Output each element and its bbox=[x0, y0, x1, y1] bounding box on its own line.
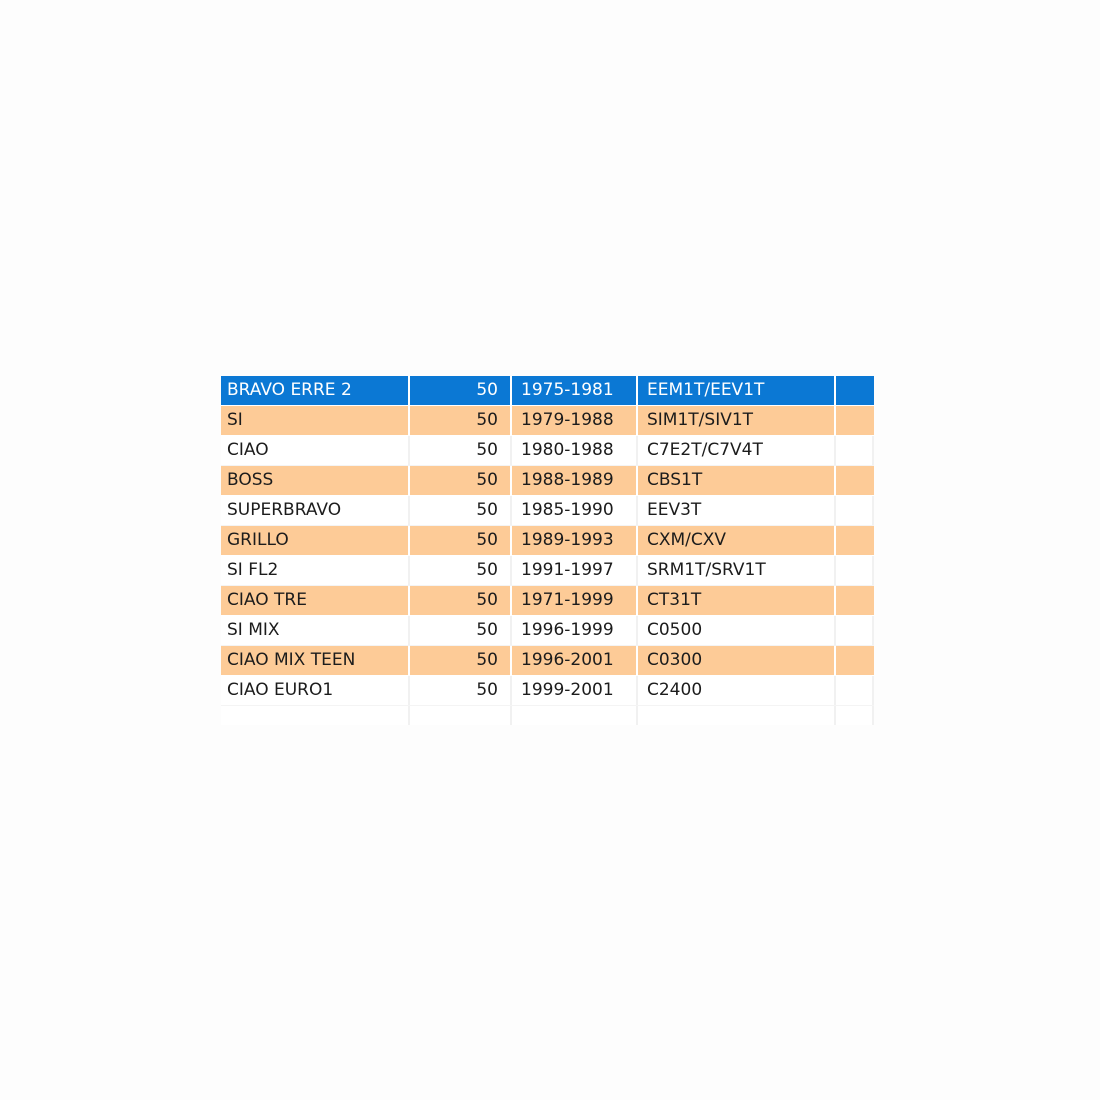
cc-cell[interactable]: 50 bbox=[410, 586, 512, 615]
model-cell[interactable]: SI MIX bbox=[221, 616, 410, 645]
empty-cell bbox=[221, 706, 410, 725]
extra-cell[interactable] bbox=[836, 496, 874, 525]
table-row[interactable] bbox=[221, 496, 874, 526]
extra-cell[interactable] bbox=[836, 586, 874, 615]
years-cell[interactable]: 1996-2001 bbox=[512, 646, 638, 675]
extra-cell[interactable] bbox=[836, 676, 874, 705]
table-row[interactable] bbox=[221, 466, 874, 496]
model-cell[interactable]: SI bbox=[221, 406, 410, 435]
empty-cell bbox=[638, 706, 836, 725]
extra-cell[interactable] bbox=[836, 466, 874, 495]
model-cell[interactable]: CIAO EURO1 bbox=[221, 676, 410, 705]
cc-cell[interactable]: 50 bbox=[410, 556, 512, 585]
cc-cell[interactable]: 50 bbox=[410, 436, 512, 465]
cc-cell[interactable]: 50 bbox=[410, 676, 512, 705]
code-cell[interactable]: CT31T bbox=[638, 586, 836, 615]
model-cell[interactable]: SUPERBRAVO bbox=[221, 496, 410, 525]
code-cell[interactable]: SRM1T/SRV1T bbox=[638, 556, 836, 585]
model-cell[interactable]: GRILLO bbox=[221, 526, 410, 555]
years-cell[interactable]: 1975-1981 bbox=[512, 376, 638, 405]
empty-cell bbox=[512, 706, 638, 725]
table-row[interactable] bbox=[221, 586, 874, 616]
model-cell[interactable]: BOSS bbox=[221, 466, 410, 495]
table-body bbox=[221, 376, 874, 726]
table-row[interactable] bbox=[221, 646, 874, 676]
table-row[interactable] bbox=[221, 676, 874, 706]
years-cell[interactable]: 1999-2001 bbox=[512, 676, 638, 705]
code-cell[interactable]: EEV3T bbox=[638, 496, 836, 525]
code-cell[interactable]: C2400 bbox=[638, 676, 836, 705]
code-cell[interactable]: CBS1T bbox=[638, 466, 836, 495]
empty-cell bbox=[836, 706, 874, 725]
years-cell[interactable]: 1979-1988 bbox=[512, 406, 638, 435]
extra-cell[interactable] bbox=[836, 646, 874, 675]
code-cell[interactable]: C0500 bbox=[638, 616, 836, 645]
model-cell[interactable]: SI FL2 bbox=[221, 556, 410, 585]
model-cell[interactable]: BRAVO ERRE 2 bbox=[221, 376, 410, 405]
code-cell[interactable]: SIM1T/SIV1T bbox=[638, 406, 836, 435]
years-cell[interactable]: 1985-1990 bbox=[512, 496, 638, 525]
table-row[interactable] bbox=[221, 616, 874, 646]
cc-cell[interactable]: 50 bbox=[410, 406, 512, 435]
table-row-empty bbox=[221, 706, 874, 726]
cc-cell[interactable]: 50 bbox=[410, 376, 512, 405]
table-row[interactable] bbox=[221, 526, 874, 556]
model-cell[interactable]: CIAO TRE bbox=[221, 586, 410, 615]
table-row-selected[interactable] bbox=[221, 376, 874, 406]
years-cell[interactable]: 1980-1988 bbox=[512, 436, 638, 465]
extra-cell[interactable] bbox=[836, 556, 874, 585]
cc-cell[interactable]: 50 bbox=[410, 526, 512, 555]
cc-cell[interactable]: 50 bbox=[410, 616, 512, 645]
years-cell[interactable]: 1991-1997 bbox=[512, 556, 638, 585]
cc-cell[interactable]: 50 bbox=[410, 466, 512, 495]
years-cell[interactable]: 1988-1989 bbox=[512, 466, 638, 495]
table-row[interactable] bbox=[221, 556, 874, 586]
extra-cell[interactable] bbox=[836, 526, 874, 555]
extra-cell[interactable] bbox=[836, 406, 874, 435]
table-row[interactable] bbox=[221, 436, 874, 466]
cc-cell[interactable]: 50 bbox=[410, 646, 512, 675]
code-cell[interactable]: C7E2T/C7V4T bbox=[638, 436, 836, 465]
vehicle-table bbox=[221, 376, 874, 726]
model-cell[interactable]: CIAO bbox=[221, 436, 410, 465]
code-cell[interactable]: CXM/CXV bbox=[638, 526, 836, 555]
years-cell[interactable]: 1989-1993 bbox=[512, 526, 638, 555]
years-cell[interactable]: 1996-1999 bbox=[512, 616, 638, 645]
empty-cell bbox=[410, 706, 512, 725]
extra-cell[interactable] bbox=[836, 436, 874, 465]
extra-cell[interactable] bbox=[836, 376, 874, 405]
years-cell[interactable]: 1971-1999 bbox=[512, 586, 638, 615]
code-cell[interactable]: C0300 bbox=[638, 646, 836, 675]
code-cell[interactable]: EEM1T/EEV1T bbox=[638, 376, 836, 405]
table-row[interactable] bbox=[221, 406, 874, 436]
extra-cell[interactable] bbox=[836, 616, 874, 645]
model-cell[interactable]: CIAO MIX TEEN bbox=[221, 646, 410, 675]
cc-cell[interactable]: 50 bbox=[410, 496, 512, 525]
